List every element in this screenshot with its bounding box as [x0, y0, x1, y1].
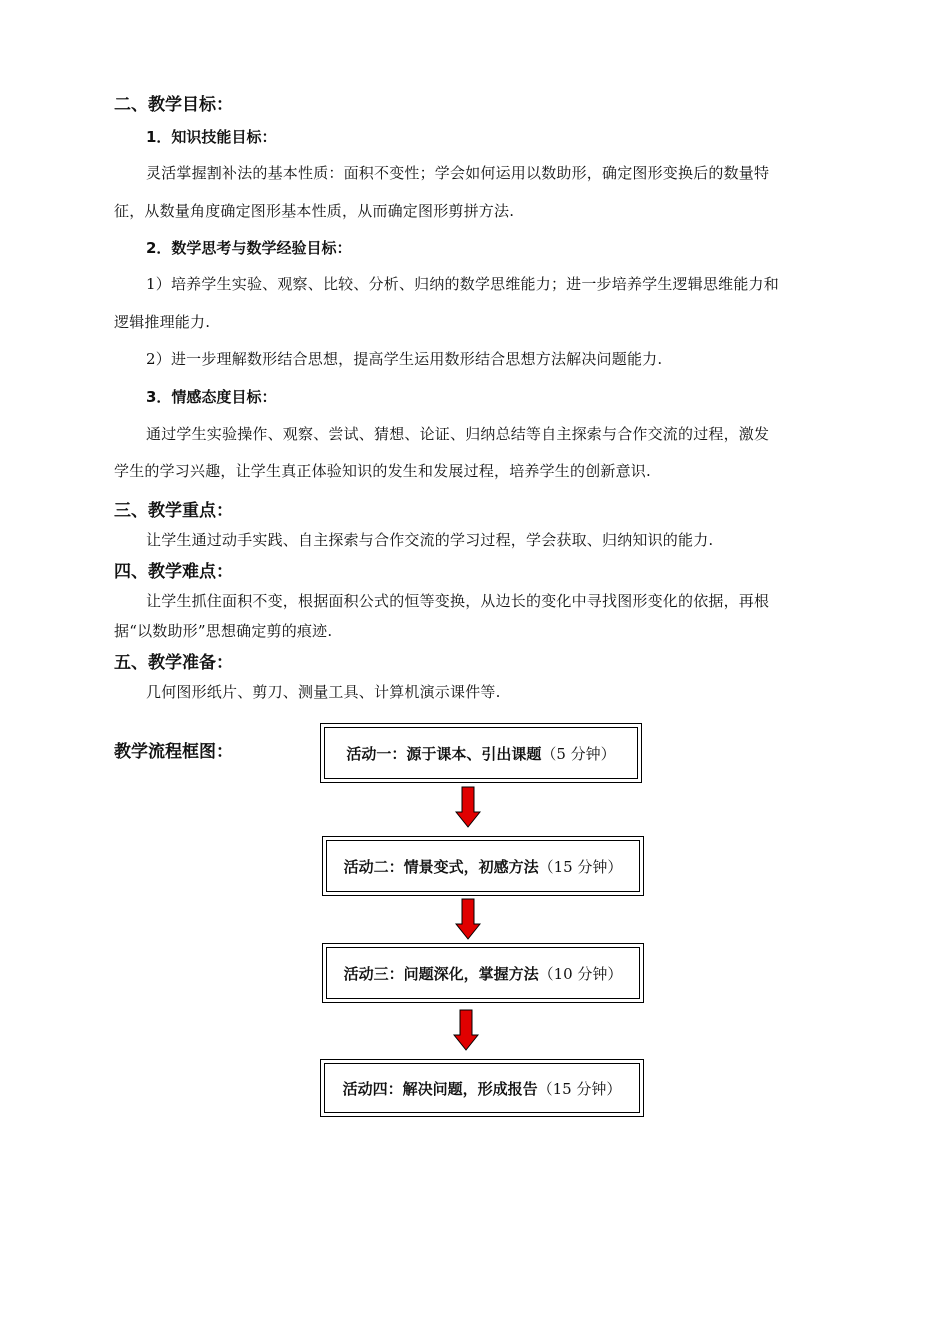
- section-4-line-1: 让学生抓住面积不变，根据面积公式的恒等变换，从边长的变化中寻找图形变化的依据，再根: [146, 592, 770, 610]
- section-4-line-2: 据“以数助形”思想确定剪的痕迹.: [114, 622, 333, 640]
- section-3-heading: 三、教学重点：: [114, 501, 233, 521]
- section-2-heading: 二、教学目标：: [114, 95, 233, 115]
- objective-1-line-2: 征，从数量角度确定图形基本性质，从而确定图形剪拼方法.: [114, 202, 515, 220]
- flow-step-3-time: （10 分钟）: [538, 964, 623, 983]
- flowchart-title: 教学流程框图：: [114, 742, 233, 762]
- flow-arrow-1-icon: [455, 786, 481, 828]
- objective-2-heading: 2．数学思考与数学经验目标：: [146, 239, 352, 257]
- flow-step-1-label: 活动一：源于课本、引出课题: [346, 744, 542, 763]
- flow-step-3: [322, 943, 644, 1003]
- flow-step-4-time: （15 分钟）: [537, 1079, 622, 1098]
- flow-step-2-label: 活动二：情景变式，初感方法: [343, 857, 539, 876]
- flow-arrow-3-icon: [453, 1009, 479, 1051]
- flow-step-4-label: 活动四：解决问题，形成报告: [342, 1079, 538, 1098]
- objective-2-line-3: 2）进一步理解数形结合思想，提高学生运用数形结合思想方法解决问题能力.: [146, 350, 663, 368]
- objective-3-line-1: 通过学生实验操作、观察、尝试、猜想、论证、归纳总结等自主探索与合作交流的过程，激发: [146, 425, 770, 443]
- flow-step-1: [320, 723, 642, 783]
- section-5-heading: 五、教学准备：: [114, 653, 233, 673]
- objective-3-heading: 3．情感态度目标：: [146, 388, 277, 406]
- flow-step-1-time: （5 分钟）: [541, 744, 616, 763]
- section-4-heading: 四、教学难点：: [114, 562, 233, 582]
- objective-1-line-1: 灵活掌握割补法的基本性质：面积不变性；学会如何运用以数助形，确定图形变换后的数量特: [146, 164, 770, 182]
- objective-2-line-1: 1）培养学生实验、观察、比较、分析、归纳的数学思维能力；进一步培养学生逻辑思维能力和: [146, 275, 779, 293]
- objective-3-line-2: 学生的学习兴趣，让学生真正体验知识的发生和发展过程，培养学生的创新意识.: [114, 462, 651, 480]
- flow-step-2-time: （15 分钟）: [538, 857, 623, 876]
- section-5-line-1: 几何图形纸片、剪刀、测量工具、计算机演示课件等.: [146, 683, 501, 701]
- flow-step-2: [322, 836, 644, 896]
- objective-1-heading: 1．知识技能目标：: [146, 128, 277, 146]
- flow-step-3-label: 活动三：问题深化，掌握方法: [343, 964, 539, 983]
- flow-arrow-2-icon: [455, 898, 481, 940]
- flow-step-4: [320, 1059, 644, 1117]
- objective-2-line-2: 逻辑推理能力.: [114, 313, 211, 331]
- section-3-line-1: 让学生通过动手实践、自主探索与合作交流的学习过程，学会获取、归纳知识的能力.: [146, 531, 714, 549]
